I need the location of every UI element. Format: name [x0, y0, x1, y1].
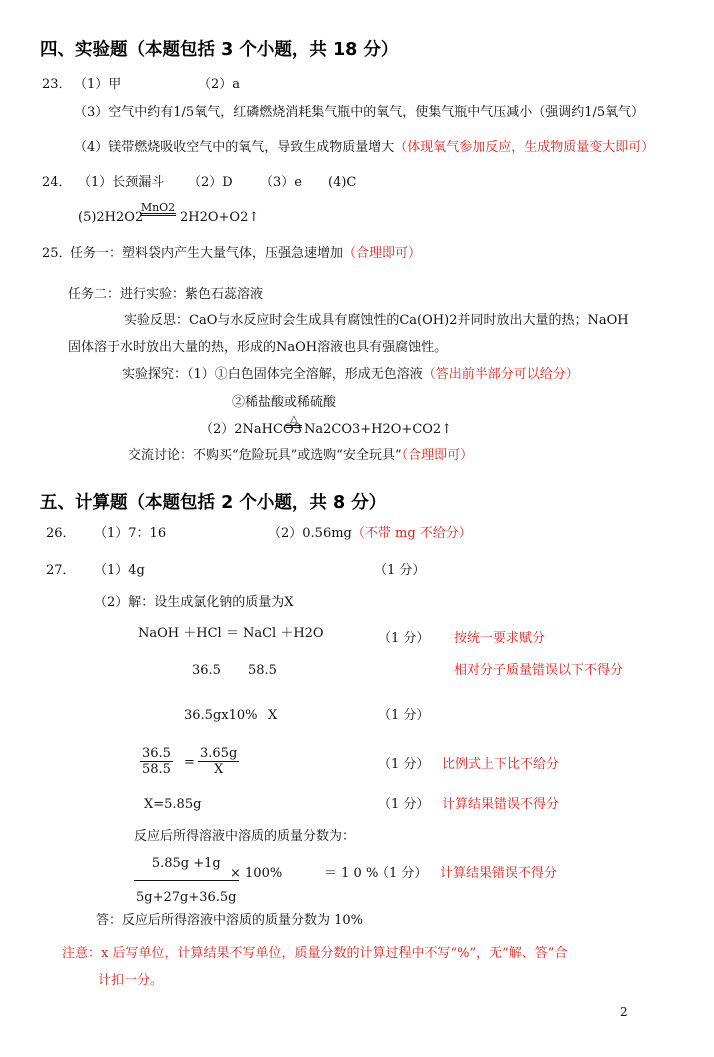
q25-reaction-bar	[286, 425, 302, 428]
q23-part3: （3）空气中约有1/5氧气，红磷燃烧消耗集气瓶中的氧气，使集气瓶中气压减小（强调约1/5氧气）	[74, 105, 645, 120]
q27-mass-fraction	[134, 856, 239, 905]
q25-discuss-note: （合理即可）	[401, 448, 474, 463]
q27-answer: 答：反应后所得溶液中溶质的质量分数为 10%	[96, 913, 364, 928]
q27-given-mass: 36.5gx10%	[184, 708, 258, 723]
q27-result: X=5.85g	[144, 797, 202, 812]
page-number: 2	[620, 1005, 628, 1019]
notice-line2: 计扣一分。	[98, 973, 164, 988]
q27-ratio-denominator-1: 58.5	[142, 762, 171, 777]
q27-ratio-note: 比例式上下比不给分	[442, 757, 560, 772]
q27-equation-score: （1 分）	[378, 631, 430, 646]
q25-task1-note: （合理即可）	[343, 246, 422, 261]
q24-catalyst: MnO2	[140, 201, 176, 214]
q27-number: 27．	[46, 563, 76, 578]
q24-part5-reactant: (5)2H2O2	[78, 210, 144, 225]
q27-ratio-fraction-2	[198, 746, 239, 777]
q25-discuss	[128, 448, 473, 464]
q23-part1: （1）甲	[74, 77, 122, 92]
q25-explore2: ②稀盐酸或稀硫酸	[232, 395, 337, 410]
q24-part2: （2）D	[188, 175, 233, 190]
q27-percent-result: ＝ 1 0 %	[324, 866, 379, 881]
q25-reflect-line2: 固体溶于水时放出大量的热，形成的NaOH溶液也具有强腐蚀性。	[68, 340, 448, 355]
q27-fraction-note: 计算结果错误不得分	[440, 866, 558, 881]
q27-mass-naoh: 36.5	[192, 663, 221, 678]
q26-number: 26．	[46, 526, 76, 541]
q27-equation-note: 按统一要求赋分	[454, 631, 546, 646]
q27-part1: （1）4g	[94, 563, 145, 578]
q26-part2	[268, 526, 472, 542]
q27-part2-solve: （2）解：设生成氯化钠的质量为X	[94, 595, 294, 610]
q27-mass-note: 相对分子质量错误以下不得分	[454, 663, 624, 678]
q25-explore3-left: （2）2NaHCO3	[200, 422, 302, 437]
q27-ratio-numerator-2: 3.65g	[200, 746, 238, 761]
q27-given-score: （1 分）	[378, 708, 430, 723]
q25-task1-text: 任务一：塑料袋内产生大量气体，压强急速增加	[70, 246, 344, 261]
q25-task1	[70, 246, 421, 262]
q25-explore1	[122, 367, 579, 383]
q26-part1: （1）7：16	[94, 526, 167, 541]
q25-explore3-right: Na2CO3+H2O+CO2↑	[304, 422, 453, 437]
q27-mass-fraction-numerator: 5.85g +1g	[134, 856, 239, 881]
q25-reflect-line1: 实验反思：CaO与水反应时会生成具有腐蚀性的Ca(OH)2并同时放出大量的热；NaOH	[124, 313, 629, 328]
q23-number: 23．	[42, 77, 72, 92]
q26-part2-note: （不带 mg 不给分）	[351, 526, 472, 541]
q24-part4: (4)C	[328, 175, 357, 190]
q23-part4-note: （体现氧气参加反应，生成物质量变大即可）	[394, 140, 655, 155]
q27-result-note: 计算结果错误不得分	[442, 797, 560, 812]
q24-part1: （1）长颈漏斗	[78, 175, 165, 190]
q25-heat-icon: △	[290, 414, 298, 425]
q23-part4-text: （4）镁带燃烧吸收空气中的氧气，导致生成物质量增大	[74, 140, 395, 155]
notice-line1: 注意：x 后写单位，计算结果不写单位，质量分数的计算过程中不写“%”，无“解、答”合	[62, 946, 568, 961]
q27-ratio-denominator-2: X	[214, 762, 224, 777]
q27-part1-score: （1 分）	[374, 563, 426, 578]
q25-explore1-note: （答出前半部分可以给分）	[422, 367, 579, 382]
section-4-title: 四、实验题（本题包括 3 个小题，共 18 分）	[40, 40, 399, 60]
q27-fraction-intro: 反应后所得溶液中溶质的质量分数为：	[134, 829, 356, 844]
q27-given-x: X	[268, 708, 278, 723]
q27-ratio-equals: =	[184, 755, 195, 770]
q26-part2-text: （2）0.56mg	[268, 526, 352, 541]
q27-ratio-numerator-1: 36.5	[142, 746, 171, 761]
q24-part3: （3）e	[260, 175, 302, 190]
q25-heat-condition	[286, 414, 302, 428]
q24-part5-products: 2H2O+O2↑	[180, 210, 260, 225]
q25-explore1-text: 实验探究：（1）①白色固体完全溶解，形成无色溶液	[122, 367, 423, 382]
q27-ratio-score: （1 分）	[378, 757, 430, 772]
q27-result-score: （1 分）	[378, 797, 430, 812]
q24-catalyst-condition	[140, 202, 176, 216]
q27-times-100: × 100%	[230, 866, 283, 881]
q25-task2: 任务二：进行实验：紫色石蕊溶液	[68, 287, 264, 302]
q27-ratio-fraction-1	[140, 746, 173, 777]
q27-equation: NaOH ＋HCl ＝ NaCl ＋H2O	[138, 626, 324, 641]
q24-number: 24．	[42, 175, 72, 190]
q23-part2: （2）a	[198, 77, 241, 92]
q25-discuss-text: 交流讨论：不购买“危险玩具”或选购“安全玩具”	[128, 448, 402, 463]
q23-part4	[74, 140, 654, 156]
q27-mass-fraction-denominator: 5g+27g+36.5g	[136, 890, 237, 905]
q27-fraction-score: （1 分）	[376, 866, 428, 881]
q25-number: 25．	[42, 246, 72, 261]
section-5-title: 五、计算题（本题包括 2 个小题，共 8 分）	[40, 493, 387, 513]
q27-mass-nacl: 58.5	[248, 663, 277, 678]
